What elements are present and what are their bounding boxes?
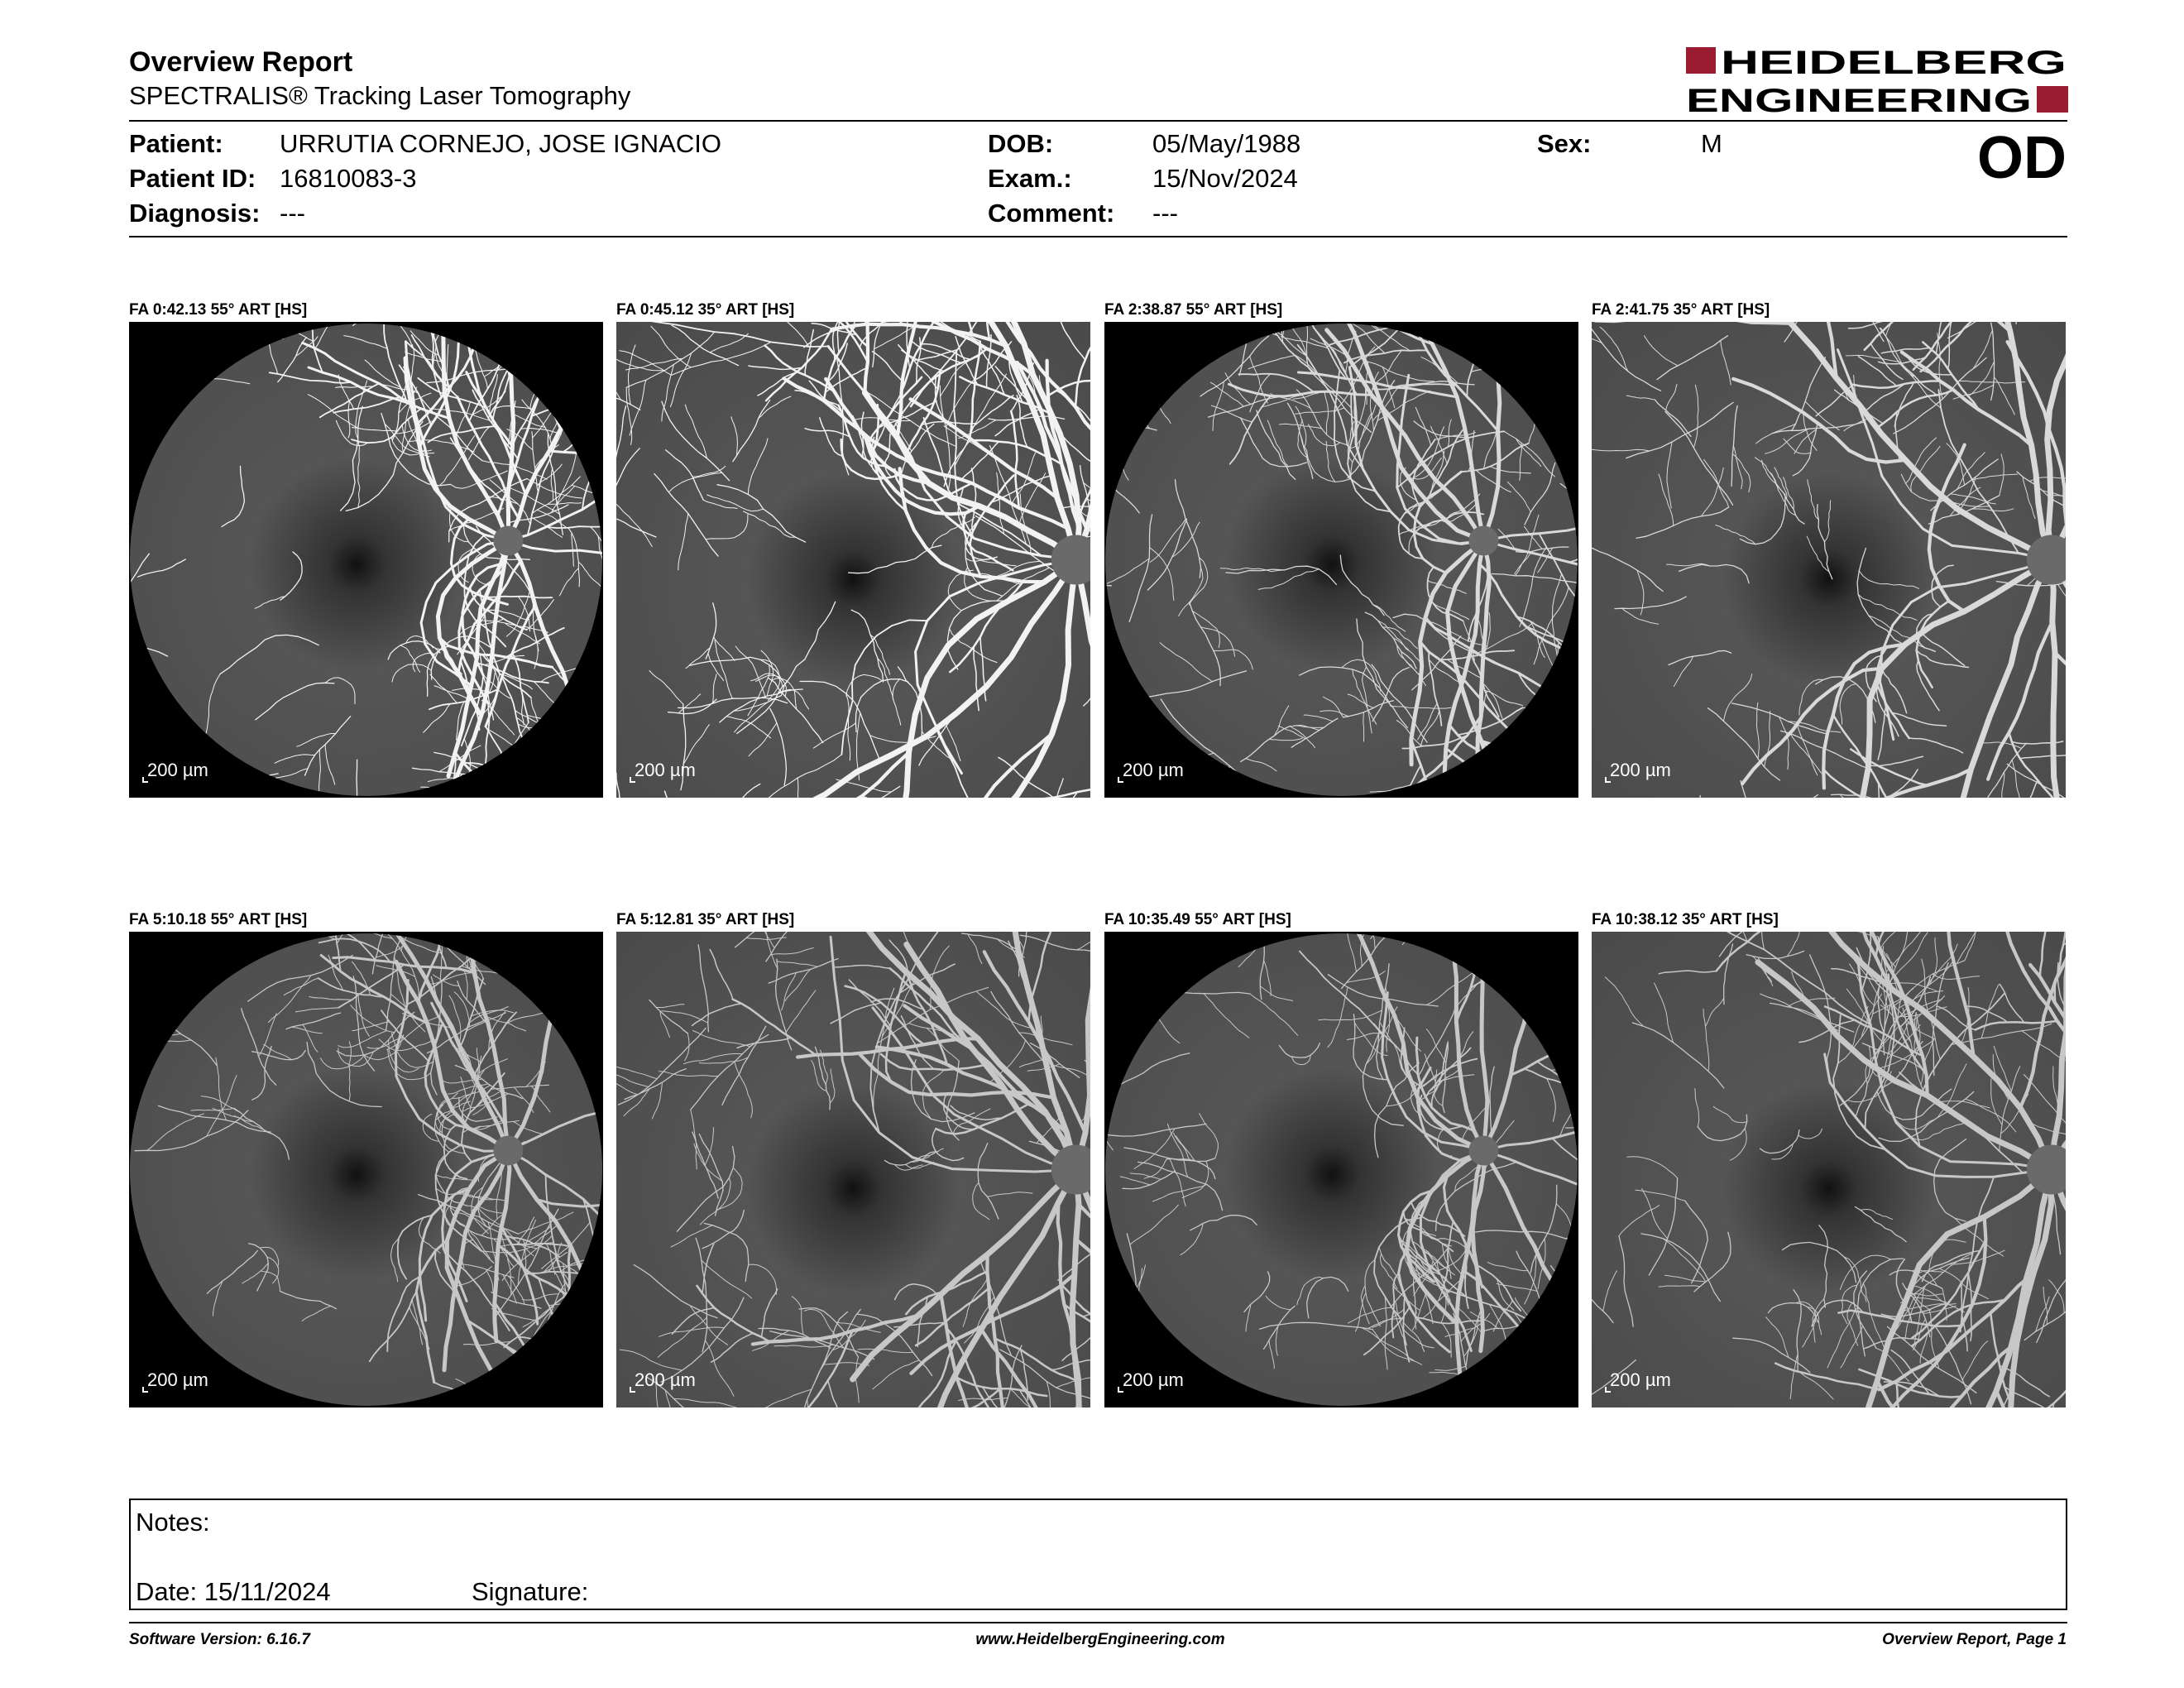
retinal-vessel	[129, 1025, 180, 1035]
retinal-vessel	[1467, 1398, 1486, 1407]
retinal-vessel	[129, 739, 147, 793]
retinal-vessel	[551, 1312, 563, 1347]
retinal-vessel	[481, 1392, 527, 1401]
retinal-vessel	[516, 781, 558, 798]
retinal-vessel	[1540, 1348, 1553, 1386]
retinal-vessel	[1490, 756, 1546, 798]
exam-value: 15/Nov/2024	[1152, 164, 1298, 193]
image-caption: FA 5:10.18 55° ART [HS]	[129, 911, 308, 928]
retinal-vessel	[1498, 932, 1504, 961]
retinal-vessel	[544, 736, 572, 763]
retinal-vessel	[213, 770, 232, 798]
retinal-vessel	[522, 731, 540, 766]
angiogram-svg	[1592, 322, 2066, 798]
optic-disc	[493, 1136, 523, 1166]
logo-line2: ENGINEERING	[1686, 83, 2032, 114]
retinal-vessel	[1462, 780, 1487, 798]
retinal-vessel	[471, 783, 496, 798]
retinal-vessel	[1104, 324, 1126, 340]
retinal-vessel	[129, 429, 132, 492]
fundus-image[interactable]	[1592, 932, 2066, 1407]
scale-label: 200 µm	[635, 760, 696, 780]
retinal-vessel	[1508, 1331, 1527, 1367]
retinal-vessel	[1105, 427, 1128, 460]
retinal-vessel	[566, 1286, 603, 1296]
retinal-vessel	[547, 789, 571, 798]
retinal-vessel	[433, 322, 465, 335]
retinal-vessel	[1515, 1313, 1558, 1372]
retinal-vessel	[519, 1337, 575, 1349]
retinal-vessel	[1550, 979, 1578, 1055]
retinal-vessel	[1117, 1359, 1191, 1368]
retinal-vessel	[129, 976, 155, 983]
fundus-background	[616, 322, 1090, 798]
angiogram-svg	[616, 932, 1090, 1407]
retinal-vessel	[165, 932, 169, 961]
retinal-vessel	[496, 795, 573, 798]
scale-label: 200 µm	[635, 1369, 696, 1390]
retinal-vessel	[590, 1305, 603, 1322]
retinal-vessel	[541, 1337, 572, 1342]
fundus-background	[129, 932, 603, 1407]
retinal-vessel	[601, 1249, 603, 1311]
fundus-image[interactable]	[129, 932, 603, 1407]
retinal-vessel	[213, 762, 235, 798]
retinal-vessel	[1540, 724, 1561, 760]
retinal-vessel	[1544, 1383, 1571, 1407]
angiogram-svg	[1104, 932, 1578, 1407]
software-version: Software Version: 6.16.7	[129, 1631, 310, 1648]
retinal-vessel	[534, 322, 577, 369]
retinal-vessel	[1567, 981, 1578, 1012]
retinal-vessel	[493, 322, 510, 352]
image-caption: FA 2:38.87 55° ART [HS]	[1104, 301, 1283, 319]
scale-label: 200 µm	[1123, 760, 1184, 780]
retinal-vessel	[1509, 1375, 1543, 1398]
retinal-vessel	[557, 932, 591, 956]
retinal-vessel	[1159, 335, 1187, 354]
optic-disc	[1468, 1136, 1498, 1166]
angiogram-svg	[129, 322, 603, 798]
header-divider	[129, 120, 2067, 122]
retinal-vessel	[529, 744, 556, 774]
image-caption: FA 0:42.13 55° ART [HS]	[129, 301, 308, 319]
retinal-vessel	[470, 322, 486, 353]
retinal-vessel	[169, 334, 188, 362]
retinal-vessel	[572, 728, 588, 765]
retinal-vessel	[489, 1399, 519, 1407]
diagnosis-label: Diagnosis:	[129, 199, 261, 228]
retinal-vessel	[217, 333, 284, 338]
retinal-vessel	[1566, 1275, 1578, 1303]
retinal-vessel	[505, 1378, 552, 1407]
retinal-vessel	[463, 322, 495, 328]
retinal-vessel	[1402, 932, 1437, 945]
retinal-vessel	[490, 789, 499, 798]
page-number: Overview Report, Page 1	[1882, 1631, 2067, 1648]
eye-indicator: OD	[1977, 125, 2067, 191]
retinal-vessel	[525, 932, 561, 971]
retinal-vessel	[597, 1321, 603, 1407]
retinal-vessel	[1477, 773, 1502, 798]
retinal-vessel	[498, 328, 549, 370]
retinal-vessel	[171, 794, 194, 798]
retinal-vessel	[1497, 753, 1530, 783]
retinal-vessel	[1157, 351, 1218, 357]
retinal-vessel	[1522, 779, 1578, 792]
retinal-vessel	[1467, 932, 1474, 976]
heidelberg-logo	[1686, 46, 2068, 114]
retinal-vessel	[573, 932, 603, 984]
fundus-background	[129, 322, 603, 798]
retinal-vessel	[171, 352, 194, 376]
logo-line1: HEIDELBERG	[1721, 46, 2067, 81]
fundus-image[interactable]	[1592, 322, 2066, 798]
retinal-vessel	[1559, 971, 1578, 1005]
retinal-vessel	[501, 763, 573, 770]
retinal-vessel	[1231, 325, 1278, 335]
retinal-vessel	[537, 942, 573, 961]
fundus-image[interactable]	[1104, 322, 1578, 798]
date-label: Date: 15/11/2024	[136, 1577, 331, 1606]
retinal-vessel	[1543, 1360, 1548, 1407]
retinal-vessel	[1497, 968, 1533, 976]
retinal-vessel	[596, 1284, 603, 1394]
optic-disc	[493, 526, 523, 556]
retinal-vessel	[140, 953, 216, 990]
report-title: Overview Report	[129, 46, 353, 78]
retinal-vessel	[1551, 1266, 1579, 1303]
dob-value: 05/May/1988	[1152, 129, 1301, 158]
retinal-vessel	[598, 1307, 603, 1350]
comment-label: Comment:	[988, 199, 1115, 228]
retinal-vessel	[477, 768, 492, 798]
patient-value: URRUTIA CORNEJO, JOSE IGNACIO	[280, 129, 721, 158]
fundus-image[interactable]	[616, 322, 1090, 798]
retinal-vessel	[1567, 702, 1578, 766]
notes-box[interactable]	[129, 1499, 2067, 1610]
fundus-background	[616, 932, 1090, 1407]
retinal-vessel	[1104, 965, 1106, 1029]
scale-label: 200 µm	[1610, 760, 1671, 780]
retinal-vessel	[557, 1331, 561, 1363]
sex-value: M	[1701, 129, 1722, 158]
fundus-image[interactable]	[1104, 932, 1578, 1407]
retinal-vessel	[457, 774, 481, 798]
retinal-vessel	[208, 789, 213, 798]
retinal-vessel	[1478, 737, 1564, 798]
retinal-vessel	[1553, 936, 1578, 964]
retinal-vessel	[572, 1293, 580, 1360]
retinal-vessel	[537, 732, 562, 763]
retinal-vessel	[540, 1344, 592, 1369]
retinal-vessel	[1124, 1342, 1162, 1360]
retinal-vessel	[451, 792, 554, 798]
retinal-vessel	[1419, 942, 1463, 944]
retinal-vessel	[532, 387, 603, 416]
retinal-vessel	[567, 1357, 591, 1378]
retinal-vessel	[184, 324, 208, 378]
retinal-vessel	[1517, 942, 1554, 946]
retinal-vessel	[513, 1396, 555, 1407]
exam-label: Exam.:	[988, 164, 1072, 193]
retinal-vessel	[597, 1325, 601, 1361]
scale-label: 200 µm	[147, 760, 208, 780]
retinal-vessel	[574, 1399, 583, 1407]
retinal-vessel	[495, 758, 504, 796]
retinal-vessel	[1152, 367, 1161, 416]
retinal-vessel	[539, 1342, 552, 1376]
retinal-vessel	[1479, 794, 1501, 798]
comment-value: ---	[1152, 199, 1178, 228]
retinal-vessel	[1577, 740, 1578, 747]
retinal-vessel	[449, 795, 465, 798]
retinal-vessel	[1498, 741, 1553, 786]
retinal-vessel	[534, 789, 594, 798]
angiogram-svg	[1592, 932, 2066, 1407]
footer-divider	[129, 1622, 2067, 1623]
retinal-vessel	[580, 694, 598, 725]
retinal-vessel	[1569, 696, 1578, 733]
retinal-vessel	[556, 1382, 571, 1407]
fundus-image[interactable]	[129, 322, 603, 798]
retinal-vessel	[495, 1373, 569, 1403]
website-link[interactable]: www.HeidelbergEngineering.com	[975, 1631, 1225, 1648]
image-caption: FA 2:41.75 35° ART [HS]	[1592, 301, 1770, 319]
retinal-vessel	[152, 932, 211, 968]
retinal-vessel	[566, 745, 601, 764]
sex-label: Sex:	[1537, 129, 1592, 158]
retinal-vessel	[491, 1371, 603, 1407]
retinal-vessel	[596, 1273, 601, 1304]
fundus-image[interactable]	[616, 932, 1090, 1407]
retinal-vessel	[501, 349, 542, 355]
retinal-vessel	[481, 780, 553, 793]
retinal-vessel	[1527, 774, 1564, 789]
scale-label: 200 µm	[1123, 1369, 1184, 1390]
retinal-vessel	[1551, 990, 1560, 1033]
retinal-vessel	[1475, 932, 1490, 961]
retinal-vessel	[563, 375, 596, 405]
retinal-vessel	[1553, 1366, 1578, 1379]
retinal-vessel	[521, 751, 553, 774]
image-caption: FA 5:12.81 35° ART [HS]	[616, 911, 795, 928]
retinal-vessel	[439, 932, 452, 946]
retinal-vessel	[1499, 767, 1538, 770]
patient-label: Patient:	[129, 129, 223, 158]
retinal-vessel	[480, 947, 550, 966]
angiogram-svg	[616, 322, 1090, 798]
retinal-vessel	[1559, 656, 1574, 692]
retinal-vessel	[1496, 746, 1507, 798]
patient-id-label: Patient ID:	[129, 164, 256, 193]
fundus-background	[1104, 932, 1578, 1407]
retinal-vessel	[587, 1344, 603, 1346]
report-subtitle: SPECTRALIS® Tracking Laser Tomography	[129, 81, 631, 110]
retinal-vessel	[204, 786, 222, 798]
notes-label: Notes:	[136, 1508, 210, 1537]
retinal-vessel	[1555, 725, 1571, 760]
logo-square-bottom	[2037, 86, 2068, 113]
dob-label: DOB:	[988, 129, 1054, 158]
retinal-vessel	[510, 338, 539, 363]
image-caption: FA 10:38.12 35° ART [HS]	[1592, 911, 1779, 928]
patient-id-value: 16810083-3	[280, 164, 417, 193]
retinal-vessel	[494, 775, 534, 798]
retinal-vessel	[588, 1251, 603, 1283]
retinal-vessel	[440, 789, 478, 798]
retinal-vessel	[554, 1316, 565, 1345]
retinal-vessel	[1509, 777, 1545, 793]
retinal-vessel	[1104, 322, 1158, 367]
image-caption: FA 0:45.12 35° ART [HS]	[616, 301, 795, 319]
retinal-vessel	[1554, 1285, 1578, 1343]
patient-divider	[129, 236, 2067, 237]
retinal-vessel	[1511, 1342, 1573, 1407]
retinal-vessel	[598, 1271, 603, 1277]
retinal-vessel	[440, 932, 446, 939]
retinal-vessel	[1104, 430, 1105, 447]
retinal-vessel	[563, 1368, 603, 1399]
retinal-vessel	[173, 932, 184, 938]
retinal-vessel	[517, 796, 526, 798]
optic-disc	[1468, 526, 1498, 556]
retinal-vessel	[1482, 741, 1578, 768]
angiogram-svg	[129, 932, 603, 1407]
retinal-vessel	[577, 1314, 581, 1350]
retinal-vessel	[508, 769, 534, 798]
retinal-vessel	[1564, 789, 1578, 798]
retinal-vessel	[1124, 398, 1150, 429]
retinal-vessel	[596, 1320, 603, 1377]
retinal-vessel	[1542, 784, 1554, 798]
retinal-vessel	[225, 791, 251, 798]
retinal-vessel	[516, 1397, 563, 1402]
retinal-vessel	[436, 322, 508, 329]
scale-label: 200 µm	[1610, 1369, 1671, 1390]
retinal-vessel	[1523, 707, 1562, 713]
retinal-vessel	[1515, 781, 1527, 798]
retinal-vessel	[1504, 782, 1543, 785]
retinal-vessel	[454, 779, 501, 798]
retinal-vessel	[560, 1354, 603, 1378]
retinal-vessel	[529, 932, 545, 960]
retinal-vessel	[577, 1329, 598, 1352]
retinal-vessel	[165, 932, 194, 966]
retinal-vessel	[472, 773, 477, 798]
retinal-vessel	[581, 322, 601, 338]
retinal-vessel	[129, 971, 170, 976]
retinal-vessel	[526, 322, 547, 374]
logo-square-top	[1686, 47, 1716, 74]
retinal-vessel	[555, 372, 581, 409]
scale-label: 200 µm	[147, 1369, 208, 1390]
retinal-vessel	[484, 773, 521, 798]
retinal-vessel	[1492, 938, 1503, 973]
retinal-vessel	[516, 791, 553, 798]
retinal-vessel	[1534, 784, 1572, 792]
retinal-vessel	[457, 789, 462, 798]
image-caption: FA 10:35.49 55° ART [HS]	[1104, 911, 1291, 928]
retinal-vessel	[491, 1402, 502, 1407]
angiogram-svg	[1104, 322, 1578, 798]
retinal-vessel	[584, 1304, 603, 1308]
retinal-vessel	[1577, 1191, 1578, 1242]
diagnosis-value: ---	[280, 199, 305, 228]
retinal-vessel	[1552, 712, 1570, 749]
retinal-vessel	[500, 751, 503, 791]
signature-label: Signature:	[472, 1577, 589, 1606]
retinal-vessel	[575, 1327, 598, 1349]
